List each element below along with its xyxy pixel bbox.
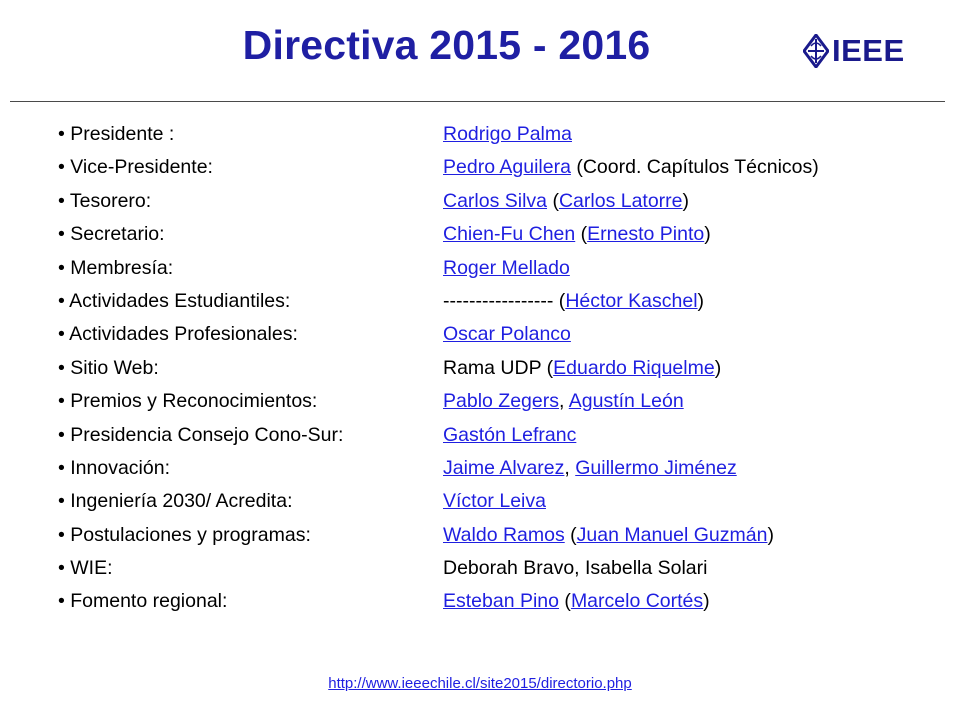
list-item	[58, 452, 938, 485]
role-value	[443, 318, 571, 351]
person-link[interactable]: Chien-Fu Chen	[443, 223, 576, 246]
role-label: • Presidente :	[58, 123, 175, 145]
role-value	[443, 519, 774, 552]
role-label: • Fomento regional:	[58, 590, 228, 613]
value-text: )	[697, 289, 705, 312]
value-text: ,	[558, 390, 569, 413]
value-text: (	[547, 189, 559, 212]
list-item	[58, 185, 938, 218]
value-text: (Coord. Capítulos Técnicos)	[570, 156, 819, 179]
person-link[interactable]: Rodrigo Palma	[443, 123, 572, 145]
person-link[interactable]: Ernesto Pinto	[587, 223, 705, 246]
title-divider	[10, 101, 945, 102]
person-link[interactable]: Carlos Silva	[443, 189, 548, 212]
value-text: )	[703, 590, 710, 613]
person-link[interactable]: Esteban Pino	[443, 590, 560, 613]
value-text: (	[575, 223, 588, 246]
person-link[interactable]: Eduardo Riquelme	[553, 356, 715, 379]
list-item	[58, 118, 938, 151]
role-label: • Secretario:	[58, 223, 165, 246]
value-text: ,	[564, 456, 576, 479]
list-item	[58, 485, 938, 518]
value-text: ----------------- (	[443, 289, 566, 312]
role-value	[443, 151, 819, 184]
role-label: • Postulaciones y programas:	[58, 523, 311, 546]
list-item	[58, 519, 938, 552]
footer	[0, 675, 960, 692]
role-value	[443, 385, 684, 418]
list-item	[58, 552, 938, 585]
value-text: Deborah Bravo, Isabella Solari	[443, 557, 708, 580]
person-link[interactable]: Carlos Latorre	[558, 189, 683, 212]
directory-list	[58, 118, 938, 619]
role-value	[443, 285, 704, 318]
role-label: • Membresía:	[58, 256, 174, 279]
role-value	[443, 419, 576, 452]
value-text: (	[559, 590, 571, 613]
person-link[interactable]: Waldo Ramos	[443, 523, 565, 546]
value-text: )	[714, 356, 722, 379]
role-label: • Innovación:	[58, 456, 170, 479]
list-item	[58, 419, 938, 452]
ieee-kite-icon	[803, 34, 829, 68]
person-link[interactable]: Pablo Zegers	[443, 390, 559, 413]
value-text: )	[704, 223, 711, 246]
person-link[interactable]: Guillermo Jiménez	[575, 456, 737, 479]
role-label: • Sitio Web:	[58, 356, 159, 379]
person-link[interactable]: Oscar Polanco	[443, 323, 571, 346]
role-label: • Actividades Estudiantiles:	[58, 289, 291, 312]
person-link[interactable]: Agustín León	[568, 390, 684, 413]
role-label: • WIE:	[58, 557, 113, 580]
role-value	[443, 118, 572, 151]
list-item	[58, 352, 938, 385]
value-text: )	[682, 189, 690, 212]
person-link[interactable]: Roger Mellado	[443, 256, 570, 279]
value-text: (	[564, 523, 577, 546]
ieee-logo	[803, 34, 905, 68]
list-item	[58, 318, 938, 351]
role-label: • Ingeniería 2030/ Acredita:	[58, 490, 293, 513]
list-item	[58, 285, 938, 318]
value-text: )	[767, 523, 774, 546]
list-item	[58, 385, 938, 418]
role-value	[443, 485, 546, 518]
role-label: • Vice-Presidente:	[58, 156, 213, 179]
role-value	[443, 352, 721, 385]
footer-link[interactable]: http://www.ieeechile.cl/site2015/directorio.php	[328, 675, 632, 692]
role-value	[443, 452, 737, 485]
role-value	[443, 218, 711, 251]
list-item	[58, 252, 938, 285]
role-label: • Premios y Reconocimientos:	[58, 390, 318, 413]
role-value	[443, 252, 570, 285]
person-link[interactable]: Pedro Aguilera	[443, 156, 571, 179]
value-text: Rama UDP (	[443, 356, 554, 379]
person-link[interactable]: Gastón Lefranc	[443, 423, 577, 446]
role-value	[443, 552, 707, 585]
role-value	[443, 585, 710, 618]
list-item	[58, 218, 938, 251]
person-link[interactable]: Víctor Leiva	[443, 490, 546, 513]
person-link[interactable]: Jaime Alvarez	[443, 456, 565, 479]
person-link[interactable]: Héctor Kaschel	[565, 289, 698, 312]
list-item	[58, 151, 938, 184]
person-link[interactable]: Juan Manuel Guzmán	[576, 523, 768, 546]
person-link[interactable]: Marcelo Cortés	[570, 590, 704, 613]
role-label: • Tesorero:	[58, 189, 152, 212]
ieee-logo-text: IEEE	[832, 33, 905, 68]
role-label: • Actividades Profesionales:	[58, 323, 298, 346]
page-title: Directiva 2015 - 2016	[242, 22, 651, 68]
list-item	[58, 585, 938, 618]
role-value	[443, 185, 689, 218]
role-label: • Presidencia Consejo Cono-Sur:	[58, 423, 344, 446]
